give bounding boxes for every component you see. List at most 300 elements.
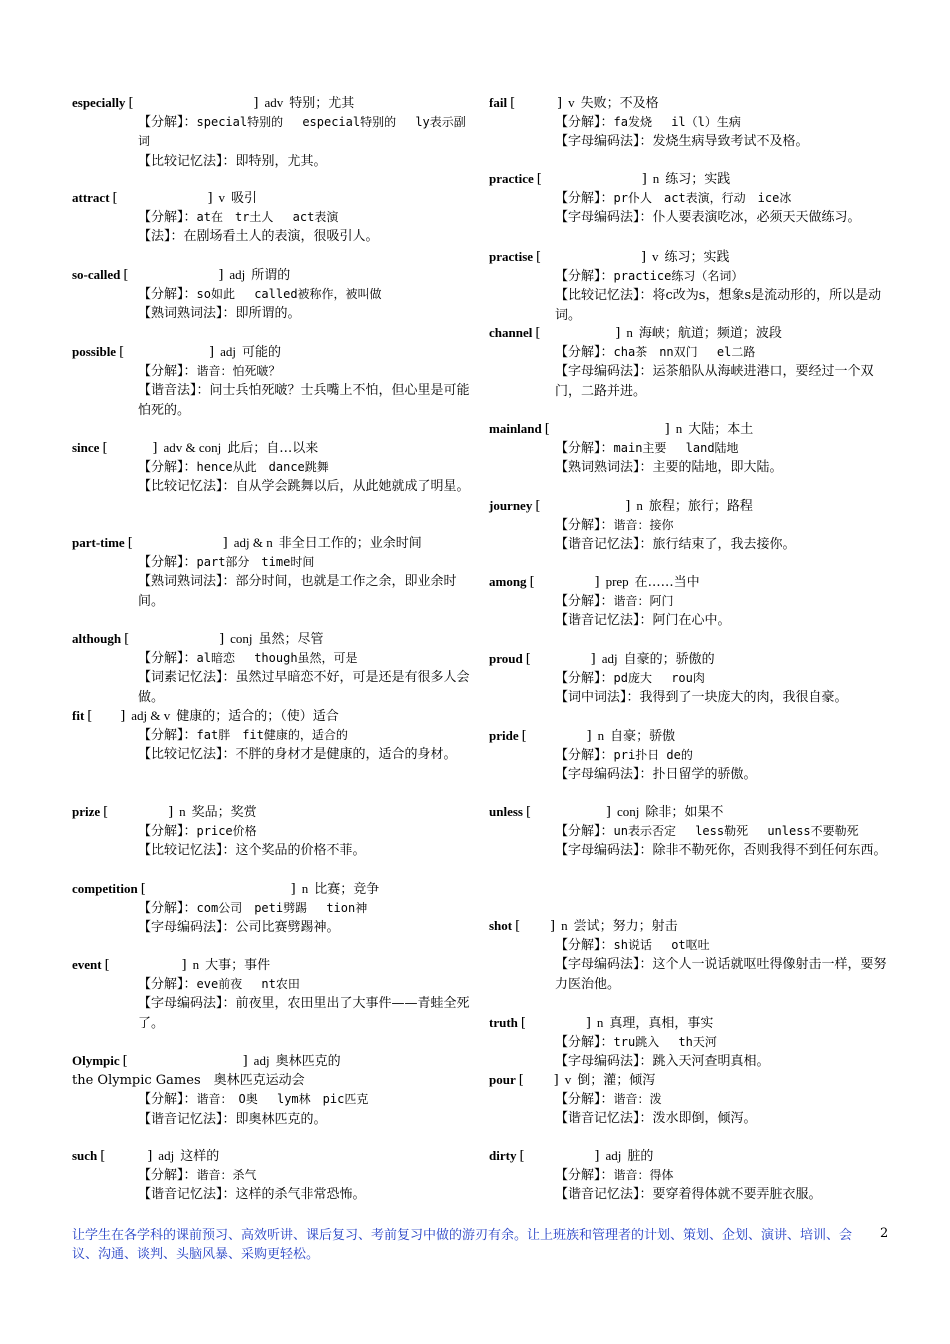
phonetic-bracket: [ ] xyxy=(87,709,126,724)
note-text: practice练习（名词） xyxy=(613,269,744,284)
entry-note xyxy=(489,669,897,688)
note-label: 【分解】： xyxy=(555,748,614,764)
vocab-entry xyxy=(489,1013,897,1072)
entry-meaning: 自豪的；骄傲的 xyxy=(623,652,715,667)
note-label: 【分解】： xyxy=(555,938,614,954)
entry-note xyxy=(489,611,897,630)
vocab-entry xyxy=(72,629,474,707)
entry-note xyxy=(72,285,474,304)
entry-word: practice xyxy=(489,171,534,186)
part-of-speech: n xyxy=(192,957,200,972)
vocab-entry xyxy=(72,706,474,765)
entry-headline xyxy=(72,265,474,285)
note-label: 【分解】： xyxy=(138,555,197,571)
note-label: 【字母编码法】： xyxy=(555,210,653,226)
entry-meaning: 真理，真相，事实 xyxy=(609,1016,714,1031)
entry-meaning: 吸引 xyxy=(231,191,258,206)
note-label: 【分解】： xyxy=(555,1168,614,1184)
note-text: part部分 time时间 xyxy=(196,555,315,570)
note-text: 谐音：泼 xyxy=(613,1092,662,1107)
part-of-speech: n xyxy=(561,918,568,933)
note-text: 谐音：得体 xyxy=(613,1168,674,1183)
note-label: 【分解】： xyxy=(138,460,197,476)
part-of-speech: adj xyxy=(601,651,618,666)
entry-meaning: 尝试；努力；射击 xyxy=(573,919,678,934)
entry-word: attract xyxy=(72,190,110,205)
entry-word: event xyxy=(72,957,102,972)
entry-note xyxy=(72,745,474,764)
vocab-entry xyxy=(489,247,897,325)
note-text: price价格 xyxy=(196,824,257,839)
note-text: 公司比赛劈踢神。 xyxy=(235,920,340,936)
entry-word: such xyxy=(72,1148,98,1163)
entry-word: so-called xyxy=(72,267,121,282)
note-text: 部分时间，也就是工作之余，即业余时间。 xyxy=(138,574,457,609)
note-text: at在 tr土人 act表演 xyxy=(196,210,339,225)
vocab-entry xyxy=(72,955,474,1033)
entry-note xyxy=(489,286,897,324)
entry-note xyxy=(72,553,474,572)
vocab-entry xyxy=(489,323,897,401)
entry-meaning: 脏的 xyxy=(627,1149,654,1164)
entry-note xyxy=(489,1166,897,1185)
phonetic-bracket: [ ] xyxy=(536,172,647,187)
entry-headline xyxy=(489,802,897,822)
note-label: 【分解】： xyxy=(138,210,197,226)
entry-note xyxy=(489,1052,897,1071)
vocab-entry xyxy=(72,188,474,247)
phonetic-bracket: [ ] xyxy=(124,632,225,647)
vocab-entry xyxy=(489,802,897,861)
note-label: 【分解】： xyxy=(138,901,197,917)
entry-headline xyxy=(489,496,897,516)
vocab-entry xyxy=(72,802,474,861)
part-of-speech: adj & n xyxy=(233,535,273,550)
entry-meaning: 大事；事件 xyxy=(205,958,271,973)
note-text: 旅行结束了，我去接你。 xyxy=(652,537,796,553)
note-label: 【字母编码法】： xyxy=(555,364,653,380)
entry-meaning: 自豪；骄傲 xyxy=(610,729,676,744)
note-label: 【分解】： xyxy=(138,287,197,303)
note-label: 【分解】： xyxy=(555,441,614,457)
page-number: 2 xyxy=(880,1226,889,1241)
entry-headline xyxy=(489,726,897,746)
note-label: 【分解】： xyxy=(138,1092,197,1108)
note-text: 这个人一说话就呕吐得像射击一样，要努力医治他。 xyxy=(555,957,887,992)
phonetic-bracket: [ ] xyxy=(510,96,563,111)
entry-note xyxy=(489,765,897,784)
entry-word: especially xyxy=(72,95,126,110)
note-text: 在剧场看土人的表演，很吸引人。 xyxy=(183,229,379,245)
entry-note xyxy=(72,152,474,171)
note-label: 【分解】： xyxy=(555,594,614,610)
entry-headline xyxy=(72,533,474,553)
phonetic-bracket: [ ] xyxy=(518,1073,559,1088)
note-text: so如此 called被称作，被叫做 xyxy=(196,287,382,302)
note-text: 发烧生病导致考试不及格。 xyxy=(652,134,809,150)
phonetic-bracket: [ ] xyxy=(536,250,647,265)
phonetic-bracket: [ ] xyxy=(521,729,592,744)
note-label: 【分解】： xyxy=(138,824,197,840)
entry-phrase: the Olympic Games 奥林匹克运动会 xyxy=(72,1073,305,1089)
entry-word: truth xyxy=(489,1015,518,1030)
entry-note xyxy=(72,227,474,246)
vocab-entry xyxy=(72,265,474,324)
vocab-entry xyxy=(489,169,897,228)
note-label: 【分解】： xyxy=(138,115,197,131)
entry-word: since xyxy=(72,440,100,455)
entry-note xyxy=(72,458,474,477)
note-label: 【分解】： xyxy=(138,364,197,380)
note-text: 谐音：杀气 xyxy=(196,1168,257,1183)
part-of-speech: n xyxy=(596,1015,604,1030)
phonetic-bracket: [ ] xyxy=(112,191,213,206)
entry-headline xyxy=(72,706,474,726)
part-of-speech: prep xyxy=(605,574,629,589)
entry-note xyxy=(489,362,897,400)
note-text: pr仆人 act表演，行动 ice冰 xyxy=(613,191,792,206)
entry-note xyxy=(72,649,474,668)
part-of-speech: n xyxy=(626,325,633,340)
phonetic-bracket: [ ] xyxy=(123,268,224,283)
entry-word: part-time xyxy=(72,535,125,550)
entry-headline xyxy=(489,572,897,592)
entry-word: possible xyxy=(72,344,117,359)
entry-headline xyxy=(489,1070,897,1090)
entry-word: mainland xyxy=(489,421,542,436)
entry-note xyxy=(72,1185,474,1204)
entry-meaning: 练习；实践 xyxy=(664,250,730,265)
entry-headline xyxy=(72,802,474,822)
entry-note xyxy=(489,535,897,554)
vocab-entry xyxy=(72,1146,474,1205)
note-label: 【谐音记忆法】： xyxy=(138,1111,236,1127)
entry-headline xyxy=(489,649,897,669)
part-of-speech: n xyxy=(636,498,643,513)
entry-meaning: 海峡；航道；频道；波段 xyxy=(638,326,782,341)
note-text: tru跳入 th天河 xyxy=(613,1035,717,1050)
note-text: 将c改为s，想象s是流动形的，所以是动词。 xyxy=(555,288,882,323)
part-of-speech: adv xyxy=(264,95,284,110)
note-text: 虽然过早暗恋不好，可是还是有很多人会做。 xyxy=(138,670,470,705)
note-label: 【谐音记忆法】： xyxy=(555,613,653,629)
entry-note xyxy=(489,688,897,707)
vocab-entry xyxy=(72,1051,474,1129)
note-label: 【分解】： xyxy=(555,345,614,361)
entry-meaning: 健康的；适合的；（使）适合 xyxy=(176,709,339,724)
phonetic-bracket: [ ] xyxy=(525,652,596,667)
phonetic-bracket: [ ] xyxy=(535,326,621,341)
note-label: 【熟词熟词法】： xyxy=(555,460,653,476)
part-of-speech: adj xyxy=(158,1148,175,1163)
entry-note xyxy=(72,918,474,937)
note-label: 【比较记忆法】： xyxy=(138,843,236,859)
note-text: un表示否定 less勒死 unless不要勒死 xyxy=(613,824,859,839)
note-text: 除非不勒死你，否则我得不到任何东西。 xyxy=(652,843,887,859)
entry-headline xyxy=(72,188,474,208)
note-text: sh说话 ot呕吐 xyxy=(613,938,710,953)
note-label: 【词素记忆法】： xyxy=(138,670,236,686)
vocab-entry xyxy=(489,1070,897,1129)
part-of-speech: adj xyxy=(253,1053,270,1068)
entry-note xyxy=(489,822,897,841)
note-label: 【分解】： xyxy=(555,191,614,207)
vocab-entry xyxy=(489,649,897,708)
note-text: 跳入天河查明真相。 xyxy=(652,1054,770,1070)
entry-word: fail xyxy=(489,95,508,110)
note-text: com公司 peti劈踢 tion神 xyxy=(196,901,368,916)
note-label: 【谐音法】： xyxy=(138,383,210,399)
phonetic-bracket: [ ] xyxy=(122,1054,248,1069)
entry-headline xyxy=(72,879,474,899)
part-of-speech: v xyxy=(568,95,575,110)
part-of-speech: adj xyxy=(220,344,236,359)
entry-note xyxy=(72,362,474,381)
entry-word: pour xyxy=(489,1072,516,1087)
part-of-speech: n xyxy=(652,171,660,186)
entry-note xyxy=(489,746,897,765)
phonetic-bracket: [ ] xyxy=(544,422,670,437)
part-of-speech: n xyxy=(179,804,186,819)
vocab-entry xyxy=(489,496,897,555)
vocab-entry xyxy=(489,1146,897,1205)
phonetic-bracket: [ ] xyxy=(127,536,228,551)
entry-headline xyxy=(72,93,474,113)
note-text: pd庞大 rou肉 xyxy=(613,671,705,686)
entry-note xyxy=(489,1090,897,1109)
entry-meaning: 比赛；竞争 xyxy=(314,882,380,897)
note-text: eve前夜 nt农田 xyxy=(196,977,300,992)
entry-headline xyxy=(72,1051,474,1071)
note-text: hence从此 dance跳舞 xyxy=(196,460,329,475)
entry-note xyxy=(489,343,897,362)
note-text: 即特别，尤其。 xyxy=(235,153,327,169)
phonetic-bracket: [ ] xyxy=(515,919,556,934)
entry-meaning: 倒；灌；倾泻 xyxy=(577,1073,656,1088)
note-label: 【比较记忆法】： xyxy=(555,288,653,304)
note-text: 阿门在心中。 xyxy=(652,613,731,629)
part-of-speech: adj & v xyxy=(131,708,171,723)
entry-word: practise xyxy=(489,249,534,264)
note-label: 【分解】： xyxy=(555,1092,614,1108)
vocab-entry xyxy=(72,342,474,420)
entry-meaning: 可能的 xyxy=(241,345,281,360)
entry-meaning: 这样的 xyxy=(180,1149,220,1164)
entry-note xyxy=(489,936,897,955)
part-of-speech: n xyxy=(301,881,309,896)
vocab-entry xyxy=(489,93,897,152)
note-label: 【字母编码法】： xyxy=(555,957,653,973)
note-label: 【熟词熟词法】： xyxy=(138,306,236,322)
phonetic-bracket: [ ] xyxy=(519,1149,600,1164)
entry-word: journey xyxy=(489,498,533,513)
note-label: 【比较记忆法】： xyxy=(138,747,236,763)
entry-headline xyxy=(489,1146,897,1166)
entry-meaning: 旅程；旅行；路程 xyxy=(648,499,753,514)
note-text: 我得到了一块庞大的肉，我很自豪。 xyxy=(639,690,848,706)
entry-word: proud xyxy=(489,651,523,666)
entry-word: dirty xyxy=(489,1148,517,1163)
entry-word: fit xyxy=(72,708,85,723)
note-text: 即奥林匹克的。 xyxy=(235,1111,327,1127)
note-label: 【分解】： xyxy=(555,671,614,687)
entry-meaning: 虽然；尽管 xyxy=(258,632,324,647)
entry-headline xyxy=(72,438,474,458)
note-label: 【字母编码法】： xyxy=(555,843,653,859)
entry-note xyxy=(489,516,897,535)
note-label: 【字母编码法】： xyxy=(555,134,653,150)
entry-note xyxy=(489,1109,897,1128)
note-label: 【比较记忆法】： xyxy=(138,153,236,169)
entry-note xyxy=(72,994,474,1032)
entry-note xyxy=(72,1166,474,1185)
entry-word: among xyxy=(489,574,527,589)
phonetic-bracket: [ ] xyxy=(102,441,158,456)
note-text: al暗恋 though虽然，可是 xyxy=(196,651,358,666)
entry-meaning: 练习；实践 xyxy=(665,172,731,187)
phonetic-bracket: [ ] xyxy=(119,345,215,360)
entry-headline xyxy=(489,93,897,113)
entry-note xyxy=(72,975,474,994)
entry-note xyxy=(489,439,897,458)
phonetic-bracket: [ ] xyxy=(104,958,187,973)
entry-meaning: 所谓的 xyxy=(251,268,291,283)
note-text: pri扑日 de的 xyxy=(613,748,693,763)
entry-note xyxy=(72,304,474,323)
vocab-entry xyxy=(72,533,474,611)
note-label: 【字母编码法】： xyxy=(555,1054,653,1070)
phonetic-bracket: [ ] xyxy=(140,882,296,897)
entry-headline xyxy=(72,955,474,975)
entry-headline xyxy=(489,1013,897,1033)
entry-note xyxy=(489,458,897,477)
part-of-speech: n xyxy=(675,421,683,436)
entry-headline xyxy=(489,323,897,343)
entry-note xyxy=(489,1185,897,1204)
entry-note xyxy=(489,267,897,286)
entry-note xyxy=(72,477,474,496)
entry-note xyxy=(489,955,897,993)
note-label: 【分解】： xyxy=(138,728,197,744)
note-label: 【字母编码法】： xyxy=(138,996,236,1012)
vocab-entry xyxy=(489,726,897,785)
entry-note xyxy=(72,899,474,918)
note-label: 【分解】： xyxy=(555,518,614,534)
phonetic-bracket: [ ] xyxy=(128,96,259,111)
entry-word: channel xyxy=(489,325,533,340)
entry-note xyxy=(489,592,897,611)
entry-note xyxy=(489,841,897,860)
note-text: 问士兵怕死啵？士兵嘴上不怕，但心里是可能怕死的。 xyxy=(138,383,470,418)
entry-meaning: 特别；尤其 xyxy=(289,96,355,111)
part-of-speech: conj xyxy=(230,631,253,646)
note-text: 自从学会跳舞以后，从此她就成了明星。 xyxy=(235,479,470,495)
entry-headline xyxy=(72,629,474,649)
entry-note xyxy=(72,841,474,860)
note-text: main主要 land陆地 xyxy=(613,441,739,456)
entry-note xyxy=(72,208,474,227)
entry-headline xyxy=(489,419,897,439)
note-label: 【分解】： xyxy=(138,977,197,993)
phonetic-bracket: [ ] xyxy=(520,1016,591,1031)
note-label: 【谐音记忆法】： xyxy=(555,537,653,553)
note-label: 【谐音记忆法】： xyxy=(555,1111,653,1127)
vocab-entry xyxy=(489,419,897,478)
note-text: cha茶 nn双门 el二路 xyxy=(613,345,756,360)
note-label: 【分解】： xyxy=(555,824,614,840)
entry-note xyxy=(72,1090,474,1109)
note-text: 泼水即倒，倾泻。 xyxy=(652,1111,757,1127)
entry-word: Olympic xyxy=(72,1053,120,1068)
note-label: 【谐音记忆法】： xyxy=(555,1187,653,1203)
entry-meaning: 失败；不及格 xyxy=(580,96,659,111)
note-text: fat胖 fit健康的，适合的 xyxy=(196,728,348,743)
entry-note xyxy=(72,1110,474,1129)
note-label: 【分解】： xyxy=(138,651,197,667)
vocab-entry xyxy=(72,879,474,938)
entry-meaning: 大陆；本土 xyxy=(688,422,754,437)
note-text: 谐音：阿门 xyxy=(613,594,674,609)
vocab-entry xyxy=(72,93,474,171)
entry-word: prize xyxy=(72,804,101,819)
note-text: 这个奖品的价格不菲。 xyxy=(235,843,366,859)
entry-meaning: 此后；自…以来 xyxy=(227,441,319,456)
entry-note xyxy=(489,208,897,227)
entry-headline xyxy=(72,1146,474,1166)
entry-headline xyxy=(489,169,897,189)
entry-word: pride xyxy=(489,728,519,743)
note-text: fa发烧 il（l）生病 xyxy=(613,115,741,130)
note-label: 【分解】： xyxy=(555,1035,614,1051)
entry-meaning: 奖品；奖赏 xyxy=(191,805,257,820)
part-of-speech: conj xyxy=(616,804,640,819)
entry-headline xyxy=(489,247,897,267)
note-text: 谐音：怕死啵？ xyxy=(196,364,281,379)
note-text: 不胖的身材才是健康的，适合的身材。 xyxy=(235,747,457,763)
note-text: 谐音：接你 xyxy=(613,518,674,533)
note-text: 运茶船队从海峡进港口，要经过一个双门，二路并进。 xyxy=(555,364,874,399)
entry-word: shot xyxy=(489,918,513,933)
note-label: 【分解】： xyxy=(555,269,614,285)
entry-note xyxy=(489,132,897,151)
part-of-speech: n xyxy=(597,728,605,743)
vocab-entry xyxy=(489,916,897,994)
note-label: 【熟词熟词法】： xyxy=(138,574,236,590)
note-label: 【字母编码法】： xyxy=(555,767,653,783)
part-of-speech: adj xyxy=(229,267,246,282)
footer-text: 让学生在各学科的课前预习、高效听讲、课后复习、考前复习中做的游刃有余。让上班族和管理者的计划、策划、企划、演讲、培训、会议、沟通、谈判、头脑风暴、采购更轻松。 xyxy=(72,1228,853,1262)
entry-meaning: 除非；如果不 xyxy=(645,805,724,820)
entry-note xyxy=(72,572,474,610)
phonetic-bracket: [ ] xyxy=(529,575,600,590)
note-text: special特别的 especial特别的 ly表示副词 xyxy=(138,115,466,149)
note-label: 【分解】： xyxy=(138,1168,197,1184)
part-of-speech: adv & conj xyxy=(163,440,222,455)
note-text: 仆人要表演吃冰，必须天天做练习。 xyxy=(652,210,861,226)
part-of-speech: v xyxy=(218,190,226,205)
part-of-speech: v xyxy=(652,249,659,264)
entry-word: unless xyxy=(489,804,523,819)
entry-meaning: 奥林匹克的 xyxy=(275,1054,341,1069)
phonetic-bracket: [ ] xyxy=(103,805,174,820)
entry-note xyxy=(72,668,474,706)
note-text: 主要的陆地，即大陆。 xyxy=(652,460,783,476)
entry-word: competition xyxy=(72,881,138,896)
phonetic-bracket: [ ] xyxy=(100,1149,153,1164)
entry-headline xyxy=(72,342,474,362)
part-of-speech: adj xyxy=(605,1148,622,1163)
entry-note xyxy=(72,381,474,419)
